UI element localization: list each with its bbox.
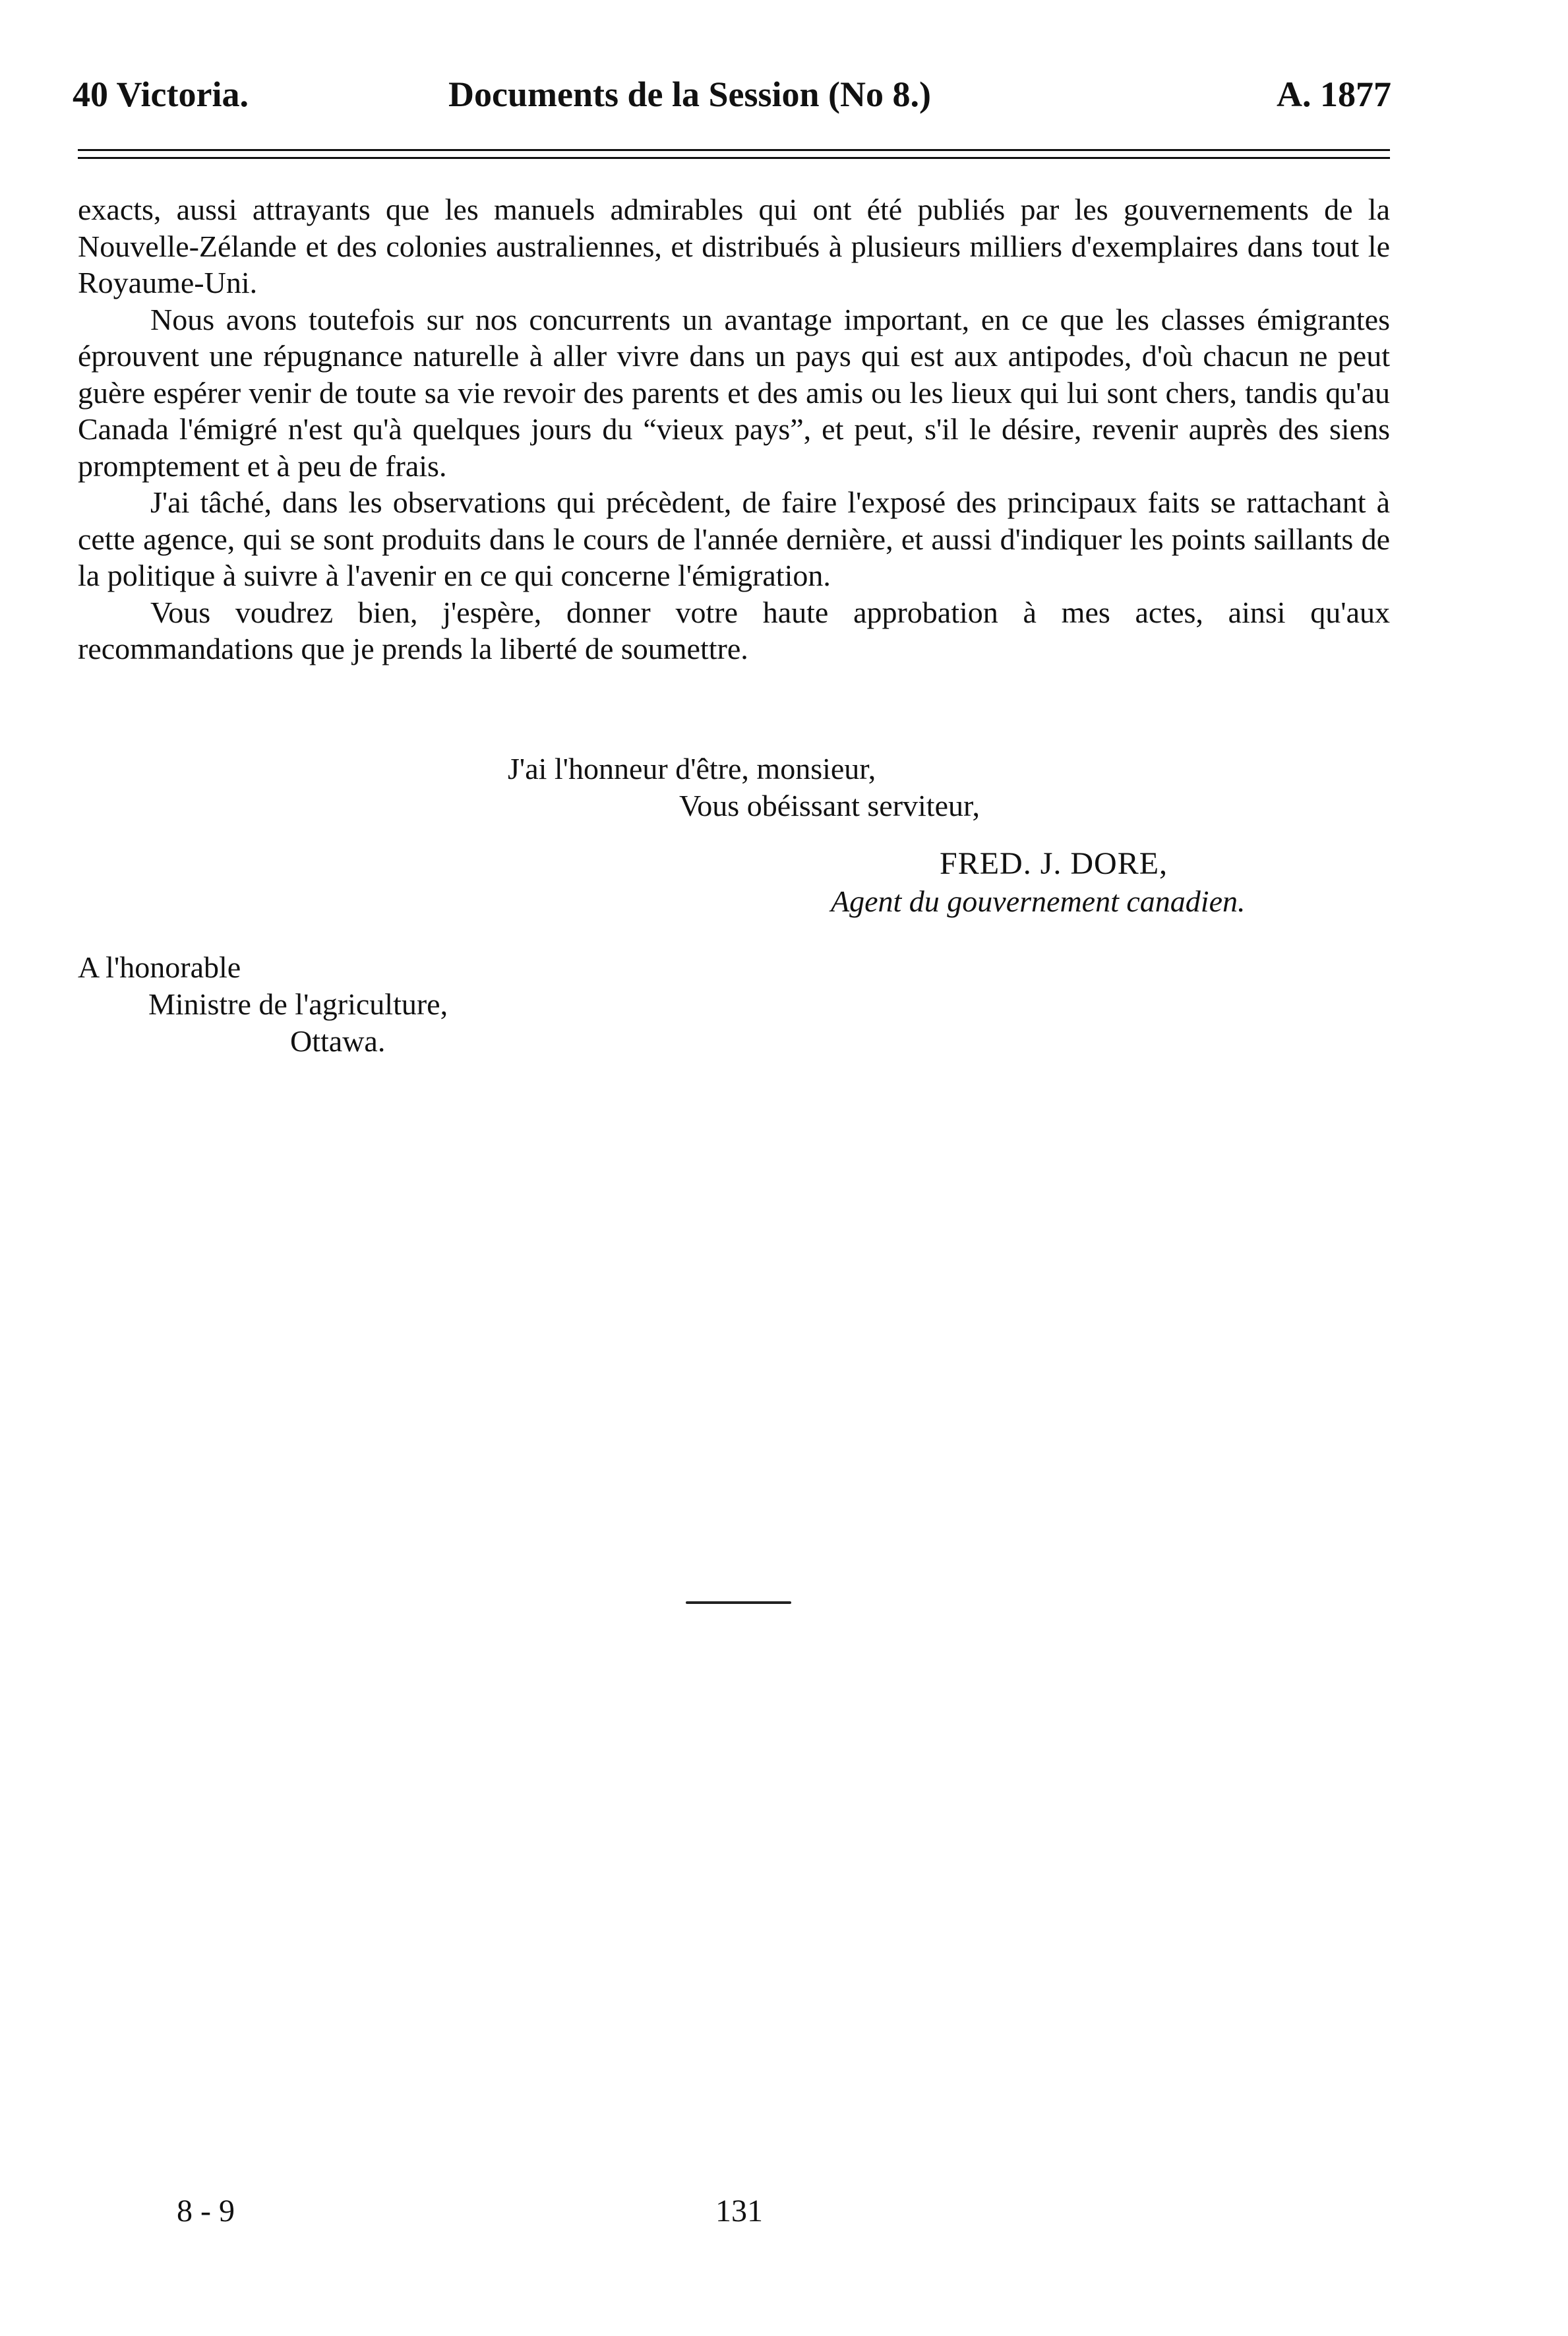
closing-valediction: Vous obéissant serviteur, xyxy=(679,789,980,822)
header-rule-bottom xyxy=(78,157,1390,159)
paragraph: Nous avons toutefois sur nos concurrents un avantage important, en ce que les classes émigrantes éprouvent une répugnance naturelle à aller vivre dans un pays qui est aux antipodes, d'où chacun ne peut guère espérer venir de toute sa vie revoir des parents et des amis ou les lieux qui lui sont chers, tandis qu'au Canada l'émigré n'est qu'à quelques jours du “vieux pays”, et peut, s'il le désire, revenir auprès des siens promptement et à peu de frais. xyxy=(78,302,1390,483)
paragraph: Vous voudrez bien, j'espère, donner votre haute approbation à mes actes, ainsi qu'aux recommandations que je prends la liberté de soumettre. xyxy=(78,595,1390,665)
addressee-line: Ottawa. xyxy=(290,1024,386,1058)
footer-signature-mark: 8 - 9 xyxy=(177,2194,235,2228)
header-title: Documents de la Session (No 8.) xyxy=(448,75,932,114)
paragraph: exacts, aussi attrayants que les manuels admirables qui ont été publiés par les gouvernements de la Nouvelle-Zélande et des colonies australiennes, et distribués à plusieurs milliers d'exemplaires dans tout le Royaume-Uni. xyxy=(78,193,1390,299)
addressee-line: Ministre de l'agriculture, xyxy=(148,987,448,1021)
page-number: 131 xyxy=(715,2194,763,2228)
letter-body xyxy=(78,191,1390,667)
page-header xyxy=(73,74,1391,127)
addressee-line: A l'honorable xyxy=(78,950,241,984)
signature-name: FRED. J. DORE, xyxy=(940,846,1168,881)
closing-salutation: J'ai l'honneur d'être, monsieur, xyxy=(508,752,876,785)
header-volume: 40 Victoria. xyxy=(73,75,249,114)
header-rule-top xyxy=(78,149,1390,151)
paragraph: J'ai tâché, dans les observations qui précèdent, de faire l'exposé des principaux faits se rattachant à cette agence, qui se sont produits dans le cours de l'année dernière, et aussi d'indiquer les points saillants de la politique à suivre à l'avenir en ce qui concerne l'émigration. xyxy=(78,485,1390,592)
signature-title: Agent du gouvernement canadien. xyxy=(831,884,1246,918)
section-divider xyxy=(686,1601,791,1604)
header-year: A. 1877 xyxy=(1277,75,1391,114)
